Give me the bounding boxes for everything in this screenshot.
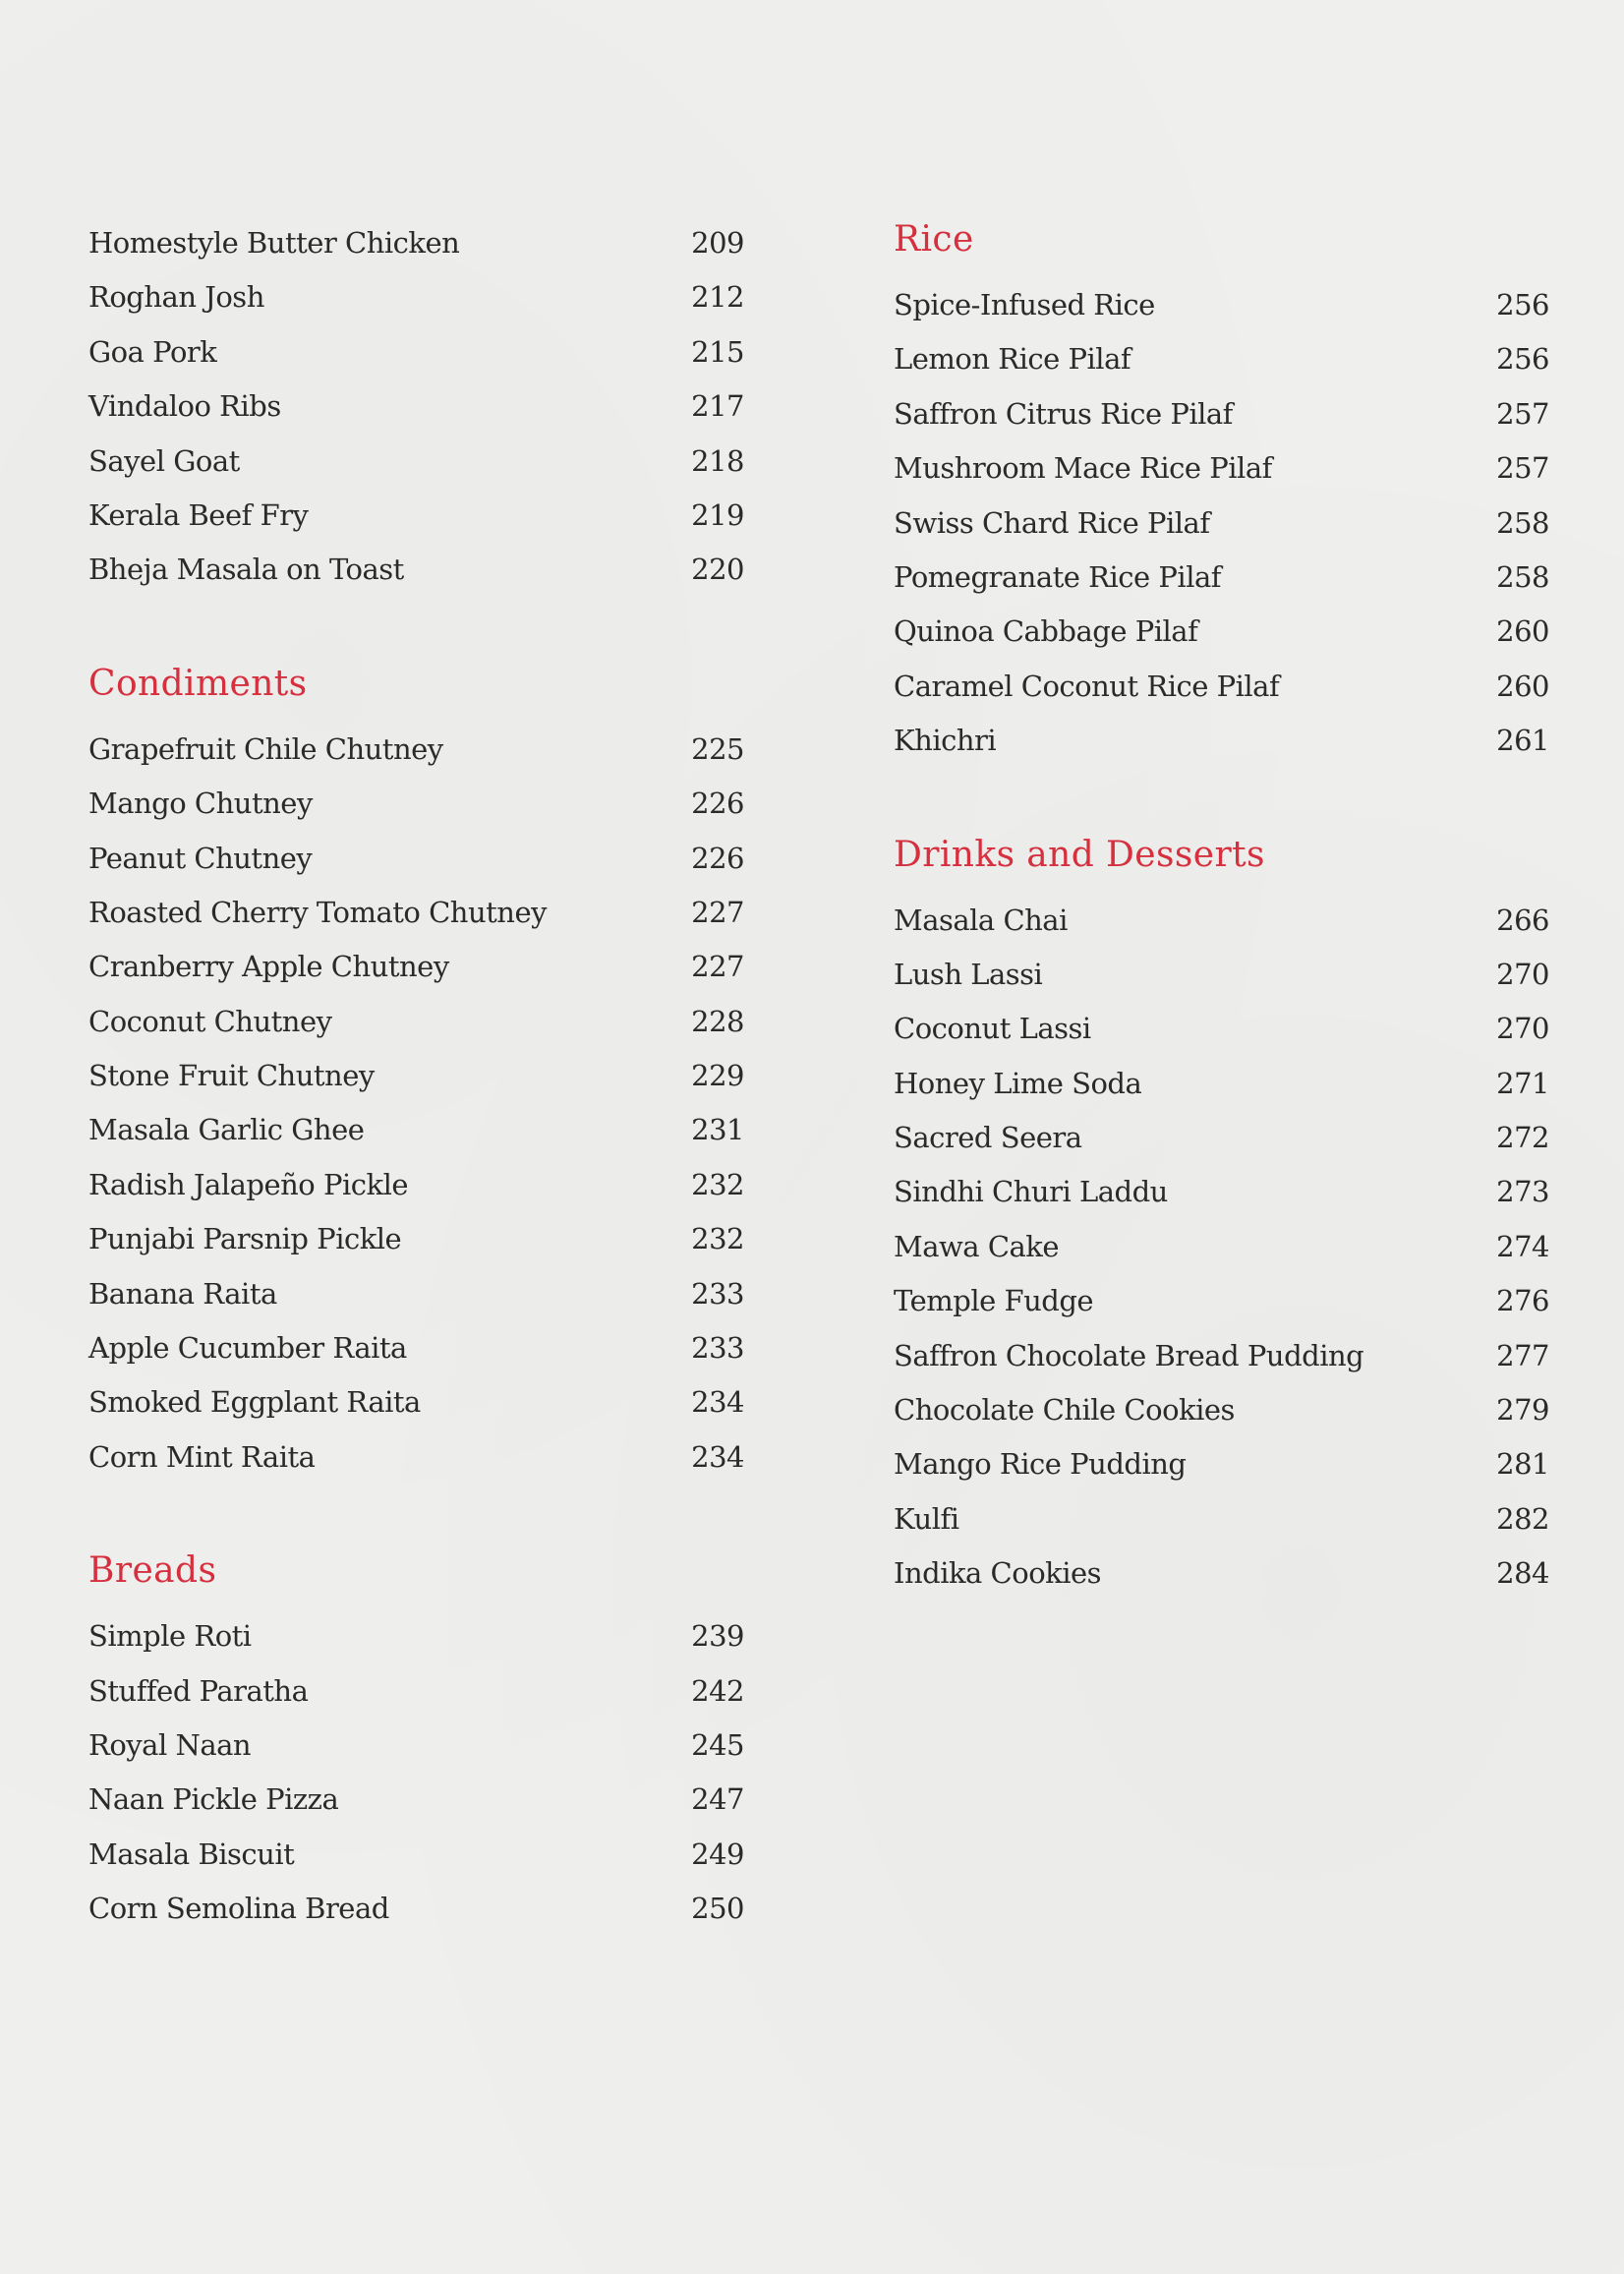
entry-title: Peanut Chutney — [88, 841, 313, 875]
entry-page-number: 270 — [1496, 957, 1549, 991]
recipe-list — [88, 723, 744, 1485]
entry-title: Sayel Goat — [88, 443, 240, 478]
entry-page-number: 212 — [691, 280, 744, 315]
entry-title: Khichri — [894, 724, 997, 758]
toc-entry — [88, 435, 744, 489]
section-rice — [894, 218, 1549, 769]
toc-entry — [894, 1002, 1549, 1056]
entry-page-number: 276 — [1496, 1284, 1549, 1318]
entry-title: Smoked Eggplant Raita — [88, 1385, 421, 1420]
entry-title: Saffron Citrus Rice Pilaf — [894, 396, 1233, 431]
entry-title: Quinoa Cabbage Pilaf — [894, 614, 1198, 649]
toc-entry — [88, 1103, 744, 1157]
toc-entry — [88, 1828, 744, 1882]
entry-page-number: 273 — [1496, 1175, 1549, 1209]
entry-page-number: 249 — [691, 1837, 744, 1871]
toc-entry — [894, 1492, 1549, 1546]
entry-page-number: 227 — [691, 950, 744, 984]
left-column — [88, 218, 744, 1937]
toc-entry — [88, 1267, 744, 1321]
entry-page-number: 245 — [691, 1727, 744, 1762]
recipe-list — [894, 894, 1549, 1602]
section-condiments — [88, 663, 744, 1485]
section-drinks-and-desserts — [894, 834, 1549, 1602]
toc-entry — [894, 551, 1549, 605]
entry-page-number: 258 — [1496, 505, 1549, 540]
entry-title: Kulfi — [894, 1501, 959, 1536]
toc-entry — [88, 1664, 744, 1719]
right-column — [894, 218, 1549, 1602]
entry-title: Banana Raita — [88, 1276, 277, 1311]
entry-page-number: 232 — [691, 1222, 744, 1256]
toc-entry — [894, 387, 1549, 441]
entry-page-number: 231 — [691, 1113, 744, 1147]
toc-entry — [894, 1329, 1549, 1383]
entry-title: Corn Mint Raita — [88, 1439, 316, 1474]
toc-entry — [88, 832, 744, 886]
entry-page-number: 227 — [691, 895, 744, 929]
section-heading-drinks-and-desserts: Drinks and Desserts — [894, 834, 1265, 875]
toc-entry — [88, 216, 744, 270]
toc-entry — [894, 1546, 1549, 1601]
entry-title: Royal Naan — [88, 1727, 252, 1762]
toc-entry — [894, 660, 1549, 714]
recipe-list — [88, 216, 744, 598]
entry-title: Masala Chai — [894, 903, 1068, 937]
entry-title: Bheja Masala on Toast — [88, 553, 404, 587]
entry-title: Pomegranate Rice Pilaf — [894, 559, 1221, 594]
entry-title: Grapefruit Chile Chutney — [88, 731, 443, 766]
entry-title: Honey Lime Soda — [894, 1066, 1142, 1100]
entry-page-number: 226 — [691, 787, 744, 821]
toc-entry — [88, 1773, 744, 1827]
entry-title: Temple Fudge — [894, 1284, 1094, 1318]
entry-title: Goa Pork — [88, 334, 217, 369]
toc-entry — [88, 777, 744, 831]
entry-page-number: 270 — [1496, 1012, 1549, 1046]
entry-title: Spice-Infused Rice — [894, 288, 1155, 321]
toc-entry — [88, 270, 744, 324]
toc-entry — [88, 1158, 744, 1212]
recipe-list — [88, 1609, 744, 1936]
entry-page-number: 217 — [691, 389, 744, 424]
toc-entry — [88, 995, 744, 1049]
entry-title: Sindhi Churi Laddu — [894, 1175, 1168, 1209]
entry-page-number: 266 — [1496, 903, 1549, 937]
toc-entry — [88, 723, 744, 777]
toc-entry — [894, 496, 1549, 551]
toc-entry — [894, 894, 1549, 948]
entry-title: Masala Garlic Ghee — [88, 1113, 365, 1147]
section-heading-condiments: Condiments — [88, 663, 308, 704]
entry-page-number: 271 — [1496, 1066, 1549, 1100]
entry-page-number: 209 — [691, 226, 744, 260]
entry-page-number: 258 — [1496, 559, 1549, 594]
toc-entry — [894, 1220, 1549, 1274]
toc-entry — [894, 1274, 1549, 1328]
toc-entry — [88, 886, 744, 940]
entry-page-number: 242 — [691, 1673, 744, 1708]
entry-page-number: 232 — [691, 1167, 744, 1201]
entry-title: Cranberry Apple Chutney — [88, 950, 449, 984]
entry-title: Stone Fruit Chutney — [88, 1059, 375, 1093]
entry-title: Radish Jalapeño Pickle — [88, 1167, 409, 1201]
entry-page-number: 233 — [691, 1331, 744, 1366]
entry-page-number: 250 — [691, 1892, 744, 1926]
toc-entry — [88, 1049, 744, 1103]
entry-title: Mawa Cake — [894, 1229, 1060, 1263]
toc-entry — [88, 940, 744, 994]
entry-page-number: 281 — [1496, 1447, 1549, 1482]
toc-entry — [894, 441, 1549, 496]
entry-title: Coconut Lassi — [894, 1012, 1091, 1046]
entry-page-number: 228 — [691, 1004, 744, 1038]
toc-entry — [88, 543, 744, 597]
entry-page-number: 215 — [691, 334, 744, 369]
entry-title: Naan Pickle Pizza — [88, 1782, 339, 1817]
entry-page-number: 284 — [1496, 1556, 1549, 1591]
toc-entry — [88, 1719, 744, 1773]
entry-title: Saffron Chocolate Bread Pudding — [894, 1338, 1364, 1372]
entry-page-number: 220 — [691, 553, 744, 587]
entry-title: Caramel Coconut Rice Pilaf — [894, 669, 1280, 703]
entry-title: Sacred Seera — [894, 1121, 1082, 1155]
entry-page-number: 272 — [1496, 1121, 1549, 1155]
entry-title: Corn Semolina Bread — [88, 1892, 389, 1926]
entry-title: Roghan Josh — [88, 280, 264, 315]
toc-entry — [894, 278, 1549, 332]
entry-title: Swiss Chard Rice Pilaf — [894, 505, 1210, 540]
entry-title: Lush Lassi — [894, 957, 1043, 991]
entry-page-number: 277 — [1496, 1338, 1549, 1372]
toc-entry — [88, 1430, 744, 1485]
toc-entry — [88, 325, 744, 379]
entry-title: Punjabi Parsnip Pickle — [88, 1222, 402, 1256]
entry-title: Vindaloo Ribs — [88, 389, 281, 424]
entry-title: Mango Chutney — [88, 787, 313, 821]
toc-entry — [88, 379, 744, 434]
toc-entry — [894, 605, 1549, 659]
entry-page-number: 274 — [1496, 1229, 1549, 1263]
entry-page-number: 257 — [1496, 396, 1549, 431]
entry-page-number: 234 — [691, 1385, 744, 1420]
entry-title: Apple Cucumber Raita — [88, 1331, 407, 1366]
entry-title: Roasted Cherry Tomato Chutney — [88, 895, 548, 929]
toc-entry — [894, 1111, 1549, 1165]
entry-page-number: 260 — [1496, 614, 1549, 649]
toc-entry — [894, 714, 1549, 768]
entry-page-number: 229 — [691, 1059, 744, 1093]
entry-page-number: 256 — [1496, 288, 1549, 321]
entry-page-number: 239 — [691, 1619, 744, 1654]
entry-page-number: 279 — [1496, 1393, 1549, 1428]
toc-entry — [894, 332, 1549, 386]
toc-entry — [88, 489, 744, 543]
entry-page-number: 234 — [691, 1439, 744, 1474]
entry-title: Masala Biscuit — [88, 1837, 295, 1871]
entry-title: Kerala Beef Fry — [88, 497, 309, 532]
entry-title: Mango Rice Pudding — [894, 1447, 1187, 1482]
entry-page-number: 256 — [1496, 342, 1549, 377]
entry-title: Stuffed Paratha — [88, 1673, 309, 1708]
entry-page-number: 218 — [691, 443, 744, 478]
toc-entry — [88, 1321, 744, 1375]
toc-entry — [894, 1165, 1549, 1219]
toc-entry — [894, 1437, 1549, 1491]
toc-entry — [88, 1882, 744, 1936]
toc-entry — [894, 1383, 1549, 1437]
section-mains-continued — [88, 216, 744, 598]
section-heading-breads: Breads — [88, 1550, 217, 1592]
entry-page-number: 233 — [691, 1276, 744, 1311]
recipe-list — [894, 278, 1549, 769]
entry-title: Lemon Rice Pilaf — [894, 342, 1131, 377]
entry-page-number: 226 — [691, 841, 744, 875]
entry-page-number: 260 — [1496, 669, 1549, 703]
entry-page-number: 225 — [691, 731, 744, 766]
entry-page-number: 261 — [1496, 724, 1549, 758]
entry-title: Homestyle Butter Chicken — [88, 226, 460, 260]
entry-title: Simple Roti — [88, 1619, 252, 1654]
entry-title: Indika Cookies — [894, 1556, 1102, 1591]
toc-entry — [894, 948, 1549, 1002]
toc-entry — [88, 1212, 744, 1266]
section-breads — [88, 1549, 744, 1936]
entry-page-number: 257 — [1496, 451, 1549, 486]
section-heading-rice: Rice — [894, 219, 974, 260]
entry-page-number: 219 — [691, 497, 744, 532]
entry-page-number: 282 — [1496, 1501, 1549, 1536]
entry-title: Coconut Chutney — [88, 1004, 332, 1038]
toc-entry — [88, 1375, 744, 1429]
toc-entry — [88, 1609, 744, 1663]
toc-entry — [894, 1057, 1549, 1111]
entry-title: Chocolate Chile Cookies — [894, 1393, 1235, 1428]
entry-page-number: 247 — [691, 1782, 744, 1817]
entry-title: Mushroom Mace Rice Pilaf — [894, 451, 1272, 486]
